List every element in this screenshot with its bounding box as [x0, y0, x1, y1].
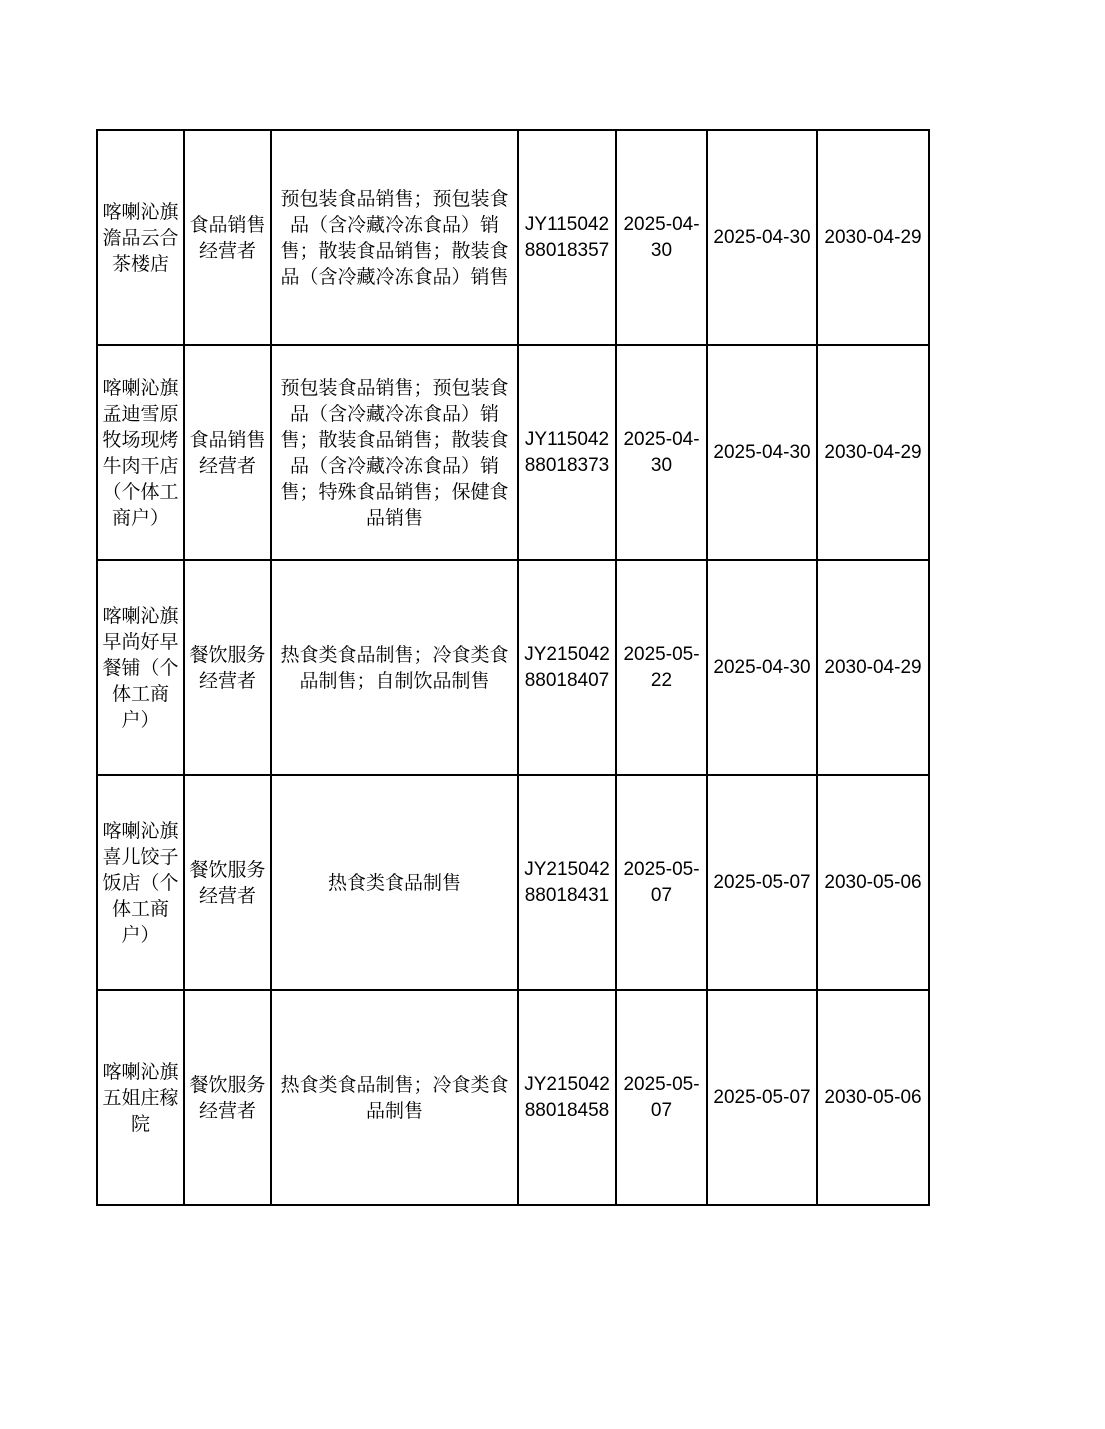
table-row — [97, 990, 929, 1205]
issue-date-part-2: 22 — [650, 669, 673, 691]
issue-date-cell — [616, 130, 707, 345]
operator-name-cell: 喀喇沁旗喜儿饺子饭店（个体工商户） — [97, 775, 184, 990]
valid-to-cell: 2030-04-29 — [817, 345, 929, 560]
issue-date-part-1: 2025-05- — [623, 643, 700, 665]
valid-to-cell: 2030-04-29 — [817, 560, 929, 775]
license-number-cell — [518, 130, 616, 345]
issue-date-cell — [616, 345, 707, 560]
license-number-part-1: JY115042 — [524, 428, 610, 450]
license-number-part-2: 88018458 — [524, 1099, 610, 1121]
issue-date-part-1: 2025-05- — [623, 858, 700, 880]
operator-name-cell: 喀喇沁旗五姐庄稼院 — [97, 990, 184, 1205]
license-number-part-1: JY215042 — [524, 858, 610, 880]
license-number-part-2: 88018431 — [524, 884, 610, 906]
valid-from-cell: 2025-04-30 — [707, 560, 817, 775]
license-number-part-2: 88018373 — [524, 454, 610, 476]
valid-from-cell: 2025-05-07 — [707, 990, 817, 1205]
issue-date-part-1: 2025-04- — [623, 213, 700, 235]
valid-from-cell: 2025-04-30 — [707, 345, 817, 560]
operator-type-cell: 食品销售经营者 — [184, 345, 271, 560]
valid-from-cell: 2025-05-07 — [707, 775, 817, 990]
license-number-cell — [518, 775, 616, 990]
table-row — [97, 775, 929, 990]
issue-date-part-2: 07 — [650, 1099, 673, 1121]
issue-date-part-2: 30 — [650, 239, 673, 261]
operator-type-cell: 餐饮服务经营者 — [184, 990, 271, 1205]
issue-date-cell — [616, 775, 707, 990]
license-number-cell — [518, 560, 616, 775]
business-scope-cell: 热食类食品制售；冷食类食品制售；自制饮品制售 — [271, 560, 518, 775]
valid-to-cell: 2030-04-29 — [817, 130, 929, 345]
license-number-part-1: JY115042 — [524, 213, 610, 235]
license-number-part-1: JY215042 — [524, 643, 610, 665]
license-records-table — [96, 129, 930, 1206]
license-number-part-1: JY215042 — [524, 1073, 610, 1095]
operator-type-cell: 食品销售经营者 — [184, 130, 271, 345]
license-number-part-2: 88018407 — [524, 669, 610, 691]
issue-date-cell — [616, 990, 707, 1205]
table-row — [97, 560, 929, 775]
business-scope-cell: 预包装食品销售；预包装食品（含冷藏冷冻食品）销售；散装食品销售；散装食品（含冷藏冷冻食品）销售；特殊食品销售；保健食品销售 — [271, 345, 518, 560]
license-number-part-2: 88018357 — [524, 239, 610, 261]
license-number-cell — [518, 345, 616, 560]
table-row — [97, 130, 929, 345]
issue-date-cell — [616, 560, 707, 775]
business-scope-cell: 热食类食品制售；冷食类食品制售 — [271, 990, 518, 1205]
license-number-cell — [518, 990, 616, 1205]
business-scope-cell: 热食类食品制售 — [271, 775, 518, 990]
valid-from-cell: 2025-04-30 — [707, 130, 817, 345]
operator-name-cell: 喀喇沁旗早尚好早餐铺（个体工商户） — [97, 560, 184, 775]
issue-date-part-1: 2025-05- — [623, 1073, 700, 1095]
operator-type-cell: 餐饮服务经营者 — [184, 775, 271, 990]
operator-name-cell: 喀喇沁旗孟迪雪原牧场现烤牛肉干店（个体工商户） — [97, 345, 184, 560]
issue-date-part-1: 2025-04- — [623, 428, 700, 450]
valid-to-cell: 2030-05-06 — [817, 775, 929, 990]
operator-type-cell: 餐饮服务经营者 — [184, 560, 271, 775]
business-scope-cell: 预包装食品销售；预包装食品（含冷藏冷冻食品）销售；散装食品销售；散装食品（含冷藏冷冻食品）销售 — [271, 130, 518, 345]
issue-date-part-2: 30 — [650, 454, 673, 476]
issue-date-part-2: 07 — [650, 884, 673, 906]
valid-to-cell: 2030-05-06 — [817, 990, 929, 1205]
table-row — [97, 345, 929, 560]
operator-name-cell: 喀喇沁旗澹品云合茶楼店 — [97, 130, 184, 345]
